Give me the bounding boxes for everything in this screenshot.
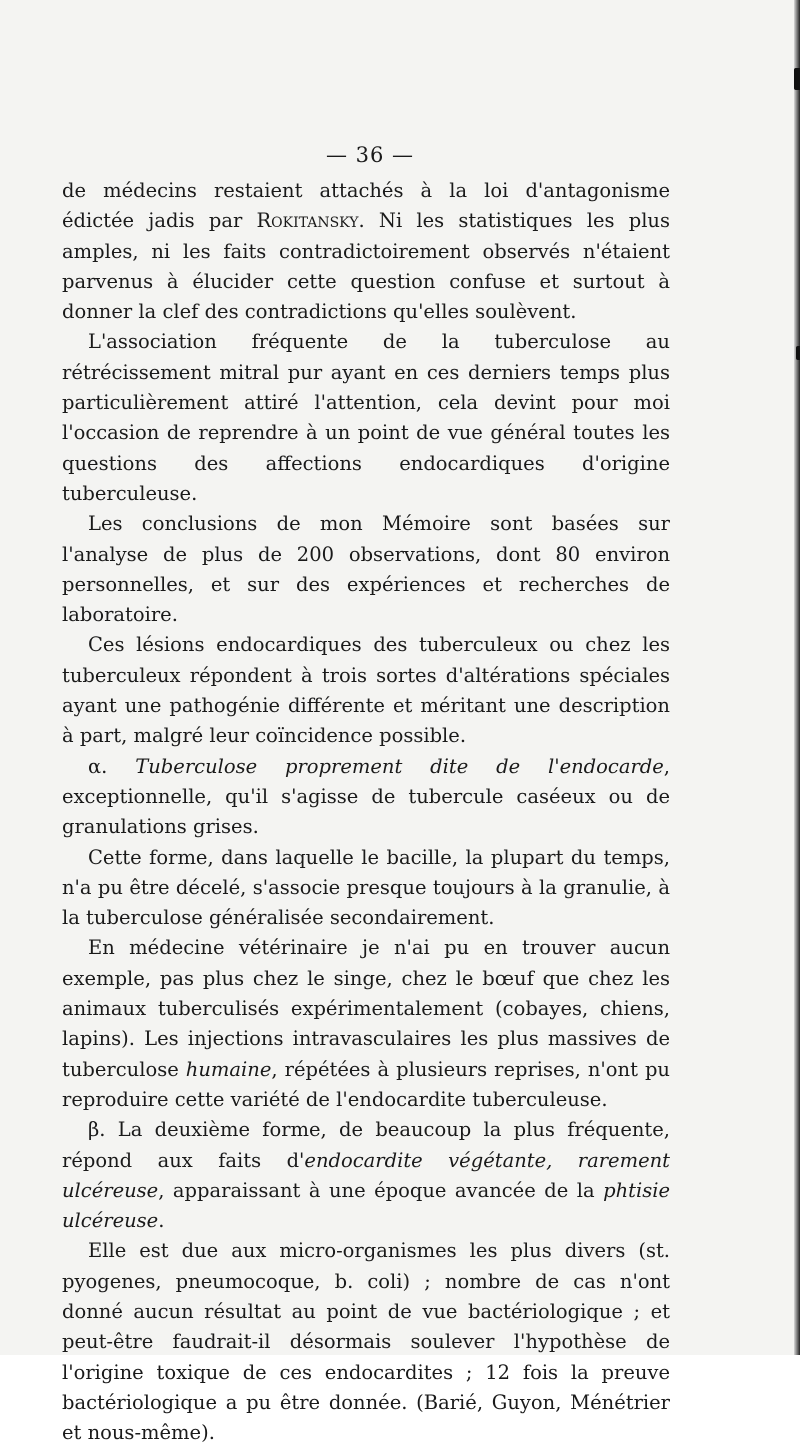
- text-run: . Ni les statistiques les plus amples, ni les faits contradictoirement observés n'étaient parvenus à élucider cette question confuse et surtout à donner la clef des contradictions qu'elles soulèvent.: [62, 209, 670, 324]
- edge-mark: [794, 68, 800, 90]
- text-run: En médecine vétérinaire je n'ai pu en trouver aucun exemple, pas plus chez le singe, chez le bœuf que chez les animaux tuberculisés expérimentalement (cobayes, chiens, lapins). Les injections intravasculaires les plus massives de tuberculose: [62, 936, 670, 1081]
- text-run: β. La deuxième forme, de beaucoup la plus fréquente, répond aux faits d': [62, 1118, 670, 1172]
- text-run: , répétées à plusieurs reprises, n'ont pu reproduire cette variété de l'endocardite tuberculeuse.: [62, 1057, 670, 1111]
- section-title: Tuberculose proprement dite de l'endocarde: [135, 754, 664, 778]
- paragraph-alpha: [62, 752, 670, 843]
- emphasis: phtisie ulcéreuse: [62, 1178, 670, 1233]
- page-number: — 36 —: [325, 143, 415, 167]
- paragraph: Les conclusions de mon Mémoire sont basées sur l'analyse de plus de 200 observations, dont 80 environ personnelles, et sur des expériences et recherches de laboratoire.: [62, 512, 670, 627]
- emphasis: humaine: [185, 1057, 272, 1081]
- paragraph: Ces lésions endocardiques des tuberculeux ou chez les tuberculeux répondent à trois sortes d'altérations spéciales ayant une pathogénie différente et méritant une description à part, malgré leur coïncidence possible.: [62, 633, 670, 748]
- paragraph: Elle est due aux micro-organismes les plus divers (st. pyogenes, pneumocoque, b. coli) ; nombre de cas n'ont donné aucun résultat au point de vue bactériologique ; et peut-être faudrait-il désormais soulever l'hypothèse de l'origine toxique de ces endocardites ; 12 fois la preuve bactériologique a pu être donnée. (Barié, Guyon, Ménétrier et nous-même).: [62, 1239, 670, 1445]
- paragraph: L'association fréquente de la tuberculose au rétrécissement mitral pur ayant en ces derniers temps plus particulièrement attiré l'attention, cela devint pour moi l'occasion de reprendre à un point de vue général toutes les questions des affections endocardiques d'origine tuberculeuse.: [62, 330, 670, 505]
- paragraph-beta: [62, 1115, 670, 1236]
- list-marker-alpha: α.: [88, 754, 108, 778]
- text-run: , exceptionnelle, qu'il s'agisse de tubercule caséeux ou de granulations grises.: [62, 754, 670, 839]
- edge-mark: [796, 346, 800, 360]
- body-text: [62, 176, 670, 1448]
- paragraph: [62, 933, 670, 1115]
- text-run: de médecins restaient attachés à la loi d'antagonisme édictée jadis par: [62, 179, 670, 233]
- text-run: .: [158, 1209, 165, 1233]
- page-edge-shadow: [794, 0, 800, 1355]
- author-name: Rokitansky: [256, 209, 359, 233]
- paragraph-continued: [62, 176, 670, 327]
- paragraph: Cette forme, dans laquelle le bacille, la plupart du temps, n'a pu être décelé, s'associe presque toujours à la granulie, à la tuberculose généralisée secondairement.: [62, 845, 670, 930]
- emphasis: endocardite végétante, rarement ulcéreuse: [62, 1148, 671, 1202]
- text-run: , apparaissant à une époque avancée de la: [158, 1178, 604, 1202]
